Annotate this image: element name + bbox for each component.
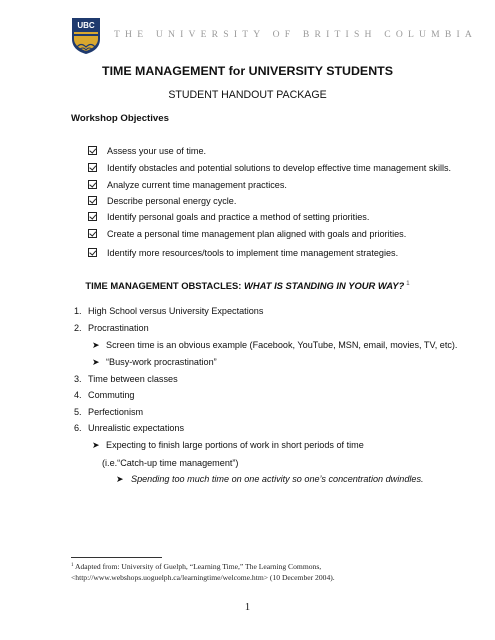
arrowhead-bullet-icon: ➤: [92, 440, 100, 450]
ubc-logo-text: UBC: [77, 21, 95, 30]
checked-box-icon: [88, 212, 97, 221]
obstacle-sub-item: ➤ “Busy-work procrastination”: [92, 357, 217, 367]
obstacle-item: 2. Procrastination: [74, 323, 149, 333]
arrowhead-bullet-icon: ➤: [92, 357, 100, 367]
obstacle-sub-item: ➤ Expecting to finish large portions of work in short periods of time: [92, 440, 364, 450]
obstacle-item: 3. Time between classes: [74, 374, 178, 384]
footnote-line: <http://www.webshops.uoguelph.ca/learningtime/welcome.htm> (10 December 2004).: [71, 573, 335, 582]
checked-box-icon: [88, 229, 97, 238]
checked-box-icon: [88, 163, 97, 172]
obstacle-item: 5. Perfectionism: [74, 407, 144, 417]
obstacle-sub-item: ➤ Screen time is an obvious example (Facebook, YouTube, MSN, email, movies, TV, etc).: [92, 340, 458, 350]
footnote-line: $^1$ Adapted from: University of Guelph, “Learning Time,” The Learning Commons,: [71, 562, 322, 571]
obstacle-sub-item-continuation: (i.e.“Catch-up time management”): [102, 458, 239, 468]
workshop-objectives-heading: Workshop Objectives: [71, 113, 169, 124]
obstacle-item: 6. Unrealistic expectations: [74, 423, 185, 433]
objective-item: Create a personal time management plan aligned with goals and priorities.: [88, 229, 406, 239]
objective-item: Describe personal energy cycle.: [88, 196, 236, 206]
document-title: TIME MANAGEMENT for UNIVERSITY STUDENTS: [102, 64, 393, 78]
obstacles-heading: TIME MANAGEMENT OBSTACLES: WHAT IS STANDING IN YOUR WAY? $^1$: [85, 280, 410, 291]
footnote-divider: [71, 557, 162, 558]
ubc-crest-logo: [71, 17, 101, 55]
document-subtitle: STUDENT HANDOUT PACKAGE: [168, 89, 327, 101]
objective-item: Analyze current time management practices.: [88, 180, 287, 190]
checked-box-icon: [88, 248, 97, 257]
university-name: THE UNIVERSITY OF BRITISH COLUMBIA: [114, 29, 477, 40]
objective-item: Identify obstacles and potential solutions to develop effective time management skills.: [88, 163, 451, 173]
checked-box-icon: [88, 146, 97, 155]
arrowhead-bullet-icon: ➤: [116, 474, 124, 484]
page-number: 1: [244, 602, 251, 613]
objective-item: Assess your use of time.: [88, 146, 206, 156]
obstacle-sub-sub-item: ➤ Spending too much time on one activity so one’s concentration dwindles.: [116, 474, 424, 484]
footnote-ref: 1: [406, 281, 410, 287]
arrowhead-bullet-icon: ➤: [92, 340, 100, 350]
objective-item: Identify more resources/tools to implement time management strategies.: [88, 248, 398, 258]
objective-item: Identify personal goals and practice a method of setting priorities.: [88, 212, 369, 222]
obstacle-item: 1. High School versus University Expectations: [74, 306, 264, 316]
checked-box-icon: [88, 180, 97, 189]
checked-box-icon: [88, 196, 97, 205]
obstacle-item: 4. Commuting: [74, 390, 135, 400]
